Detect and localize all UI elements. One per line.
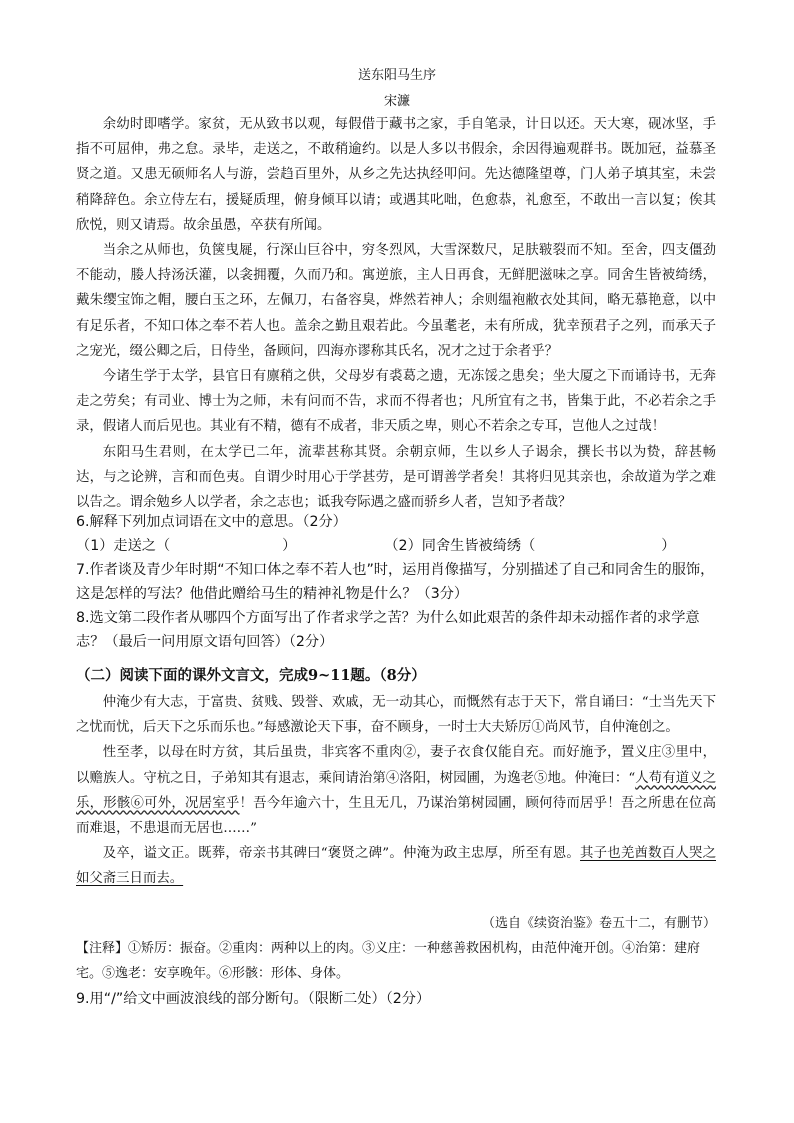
passage-title: 送东阳马生序 — [357, 68, 436, 83]
wavy-underlined-text: 人苟有道义之乐，形骸⑥可外，况居室乎 — [76, 770, 717, 811]
answer-blank-6-2[interactable] — [535, 534, 661, 558]
passage-author: 宋濂 — [383, 94, 410, 109]
underlined-text: 其子也羌酋数百人哭之如父斋三日而去。 — [76, 846, 716, 887]
question-6-item-1: （1）走送之（ — [76, 538, 171, 554]
passage-body — [76, 112, 716, 515]
question-6-item-2: （2）同舍生皆被绮绣（ — [384, 538, 536, 554]
question-6-item-1-close: ） — [282, 538, 297, 554]
question-8: 8.选文第二段作者从哪四个方面写出了作者求学之苦？为什么如此艰苦的条件却未动摇作者的求学意志？（最后一问用原文语句回答）（2分） — [76, 610, 700, 650]
section-2-heading: （二）阅读下面的课外文言文，完成9~11题。（8分） — [76, 667, 426, 684]
annotation-notes: 【注释】①矫厉：振奋。②重肉：两种以上的肉。③义庄：一种慈善救困机构，由范仲淹开创。④治第：建府宅。⑤逸老：安享晚年。⑥形骸：形体、身体。 — [76, 941, 701, 981]
passage-paragraph-1: 余幼时即嗜学。家贫，无从致书以观，每假借于藏书之家，手自笔录，计日以还。天大寒，砚冰坚，手指不可屈伸，弗之怠。录毕，走送之，不敢稍逾约。以是人多以书假余，余因得遍观群书。既加冠，益慕圣贤之道。又患无硕师名人与游，尝趋百里外，从乡之先达执经叩问。先达德隆望尊，门人弟子填其室，未尝稍降辞色。余立侍左右，援疑质理，俯身倾耳以请；或遇其叱咄，色愈恭，礼愈至，不敢出一言以复；俟其欣悦，则又请焉。故余虽愚，卒获有所闻。 — [76, 117, 716, 233]
answer-blank-6-1[interactable] — [170, 534, 282, 558]
section-2-paragraph-3: 及卒，谥文正。既葬，帝亲书其碑曰“褒贤之碑”。仲淹为政主忠厚，所至有恩。其子也羌酋数百人哭之如父斋三日而去。 — [76, 846, 716, 887]
question-6-blanks — [76, 534, 716, 558]
passage-paragraph-2: 当余之从师也，负箧曳屣，行深山巨谷中，穷冬烈风，大雪深数尺，足肤皲裂而不知。至舍，四支僵劲不能动，媵人持汤沃灌，以衾拥覆，久而乃和。寓逆旅，主人日再食，无鲜肥滋味之享。同舍生皆被绮绣，戴朱缨宝饰之帽，腰白玉之环，左佩刀，右备容臭，烨然若神人；余则缊袍敝衣处其间，略无慕艳意，以中有足乐者，不知口体之奉不若人也。盖余之勤且艰若此。今虽耄老，未有所成，犹幸预君子之列，而承天子之宠光，缀公卿之后，日侍坐，备顾问，四海亦谬称其氏名，况才之过于余者乎？ — [76, 243, 716, 359]
question-6: 6.解释下列加点词语在文中的意思。（2分） — [76, 514, 347, 530]
passage-paragraph-3: 今诸生学于太学，县官日有廪稍之供，父母岁有裘葛之遗，无冻馁之患矣；坐大厦之下而诵诗书，无奔走之劳矣；有司业、博士为之师，未有问而不告，求而不得者也；凡所宜有之书，皆集于此，不必若余之手录，假诸人而后见也。其业有不精，德有不成者，非天质之卑，则心不若余之专耳，岂他人之过哉！ — [76, 369, 716, 435]
questions-6-8 — [76, 510, 716, 654]
question-6-item-2-close: ） — [661, 538, 676, 554]
section-2-paragraph-2: 性至孝，以母在时方贫，其后虽贵，非宾客不重肉②，妻子衣食仅能自充。而好施予，置义庄③里中，以赡族人。守杭之日，子弟知其有退志，乘间请治第④洛阳，树园圃，为逸老⑤地。仲淹曰：“人苟有道义之乐，形骸⑥可外，况居室乎！吾今年逾六十，生且无几，乃谋治第树园圃，顾何待而居乎！吾之所患在位高而难退，不患退而无居也……” — [76, 745, 717, 837]
question-7: 7.作者谈及青少年时期“不知口体之奉不若人也”时，运用肖像描写，分别描述了自己和同舍生的服饰，这是怎样的写法？他借此赠给马生的精神礼物是什么？（3分） — [76, 562, 715, 602]
section-2-paragraph-1: 仲淹少有大志，于富贵、贫贱、毁誉、欢戚，无一动其心，而慨然有志于天下，常自诵曰：“士当先天下之忧而忧，后天下之乐而乐也。”每感激论天下事，奋不顾身，一时士大夫矫厉①尚风节，自仲淹创之。 — [76, 695, 716, 736]
passage-paragraph-4: 东阳马生君则，在太学已二年，流辈甚称其贤。余朝京师，生以乡人子谒余，撰长书以为贽，辞甚畅达，与之论辨，言和而色夷。自谓少时用心于学甚劳，是可谓善学者矣！其将归见其亲也，余故道为学之难以告之。谓余勉乡人以学者，余之志也；诋我夸际遇之盛而骄乡人者，岂知予者哉？ — [76, 444, 716, 511]
section-2-passage — [76, 690, 716, 892]
question-9: 9.用“/”给文中画波浪线的部分断句。（限断二处）（2分） — [76, 991, 431, 1007]
source-note: （选自《续资治鉴》卷五十二，有删节） — [481, 916, 716, 931]
